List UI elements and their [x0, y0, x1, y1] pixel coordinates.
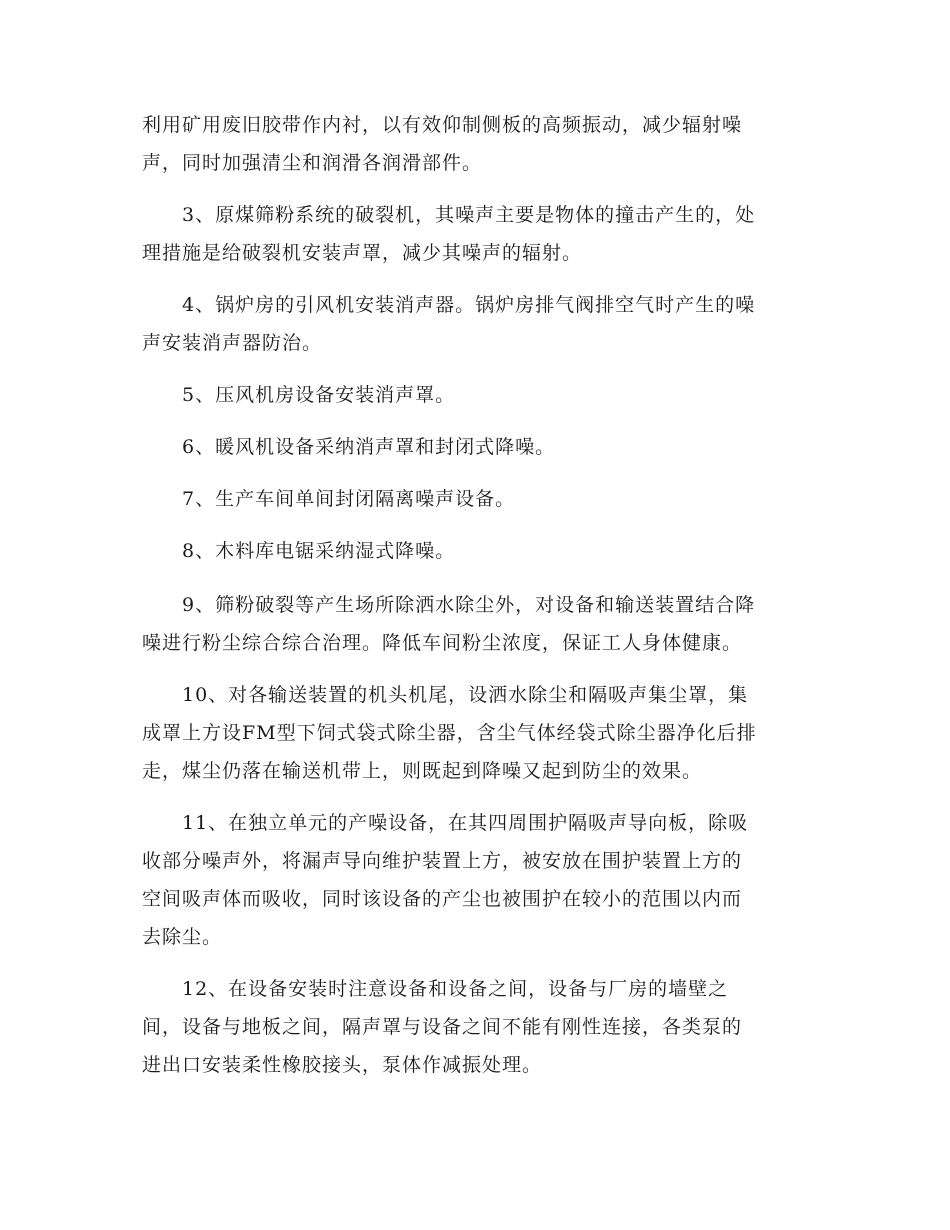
- text-line: 间，设备与地板之间，隔声罩与设备之间不能有刚性连接，各类泵的: [142, 1016, 743, 1038]
- text-line: 6、暖风机设备采纳消声罩和封闭式降噪。: [142, 436, 556, 458]
- text-line: 去除尘。: [142, 926, 223, 948]
- text-line: 5、压风机房设备安装消声罩。: [142, 384, 456, 406]
- text-line: 9、筛粉破裂等产生场所除洒水除尘外，对设备和输送装置结合降: [142, 594, 756, 616]
- text-line: 利用矿用废旧胶带作内衬，以有效仰制侧板的高频振动，减少辐射噪: [142, 114, 743, 136]
- text-line: 理措施是给破裂机安装声罩，减少其噪声的辐射。: [142, 242, 583, 264]
- text-line: 10、对各输送装置的机头机尾，设洒水除尘和隔吸声集尘罩，集: [142, 684, 749, 706]
- text-line: 3、原煤筛粉系统的破裂机，其噪声主要是物体的撞击产生的，处: [142, 204, 756, 226]
- text-line: 声安装消声器防治。: [142, 332, 323, 354]
- text-line: 12、在设备安装时注意设备和设备之间，设备与厂房的墙壁之: [142, 978, 729, 1000]
- text-line: 走，煤尘仍落在输送机带上，则既起到降噪又起到防尘的效果。: [142, 760, 703, 782]
- text-line: 噪进行粉尘综合综合治理。降低车间粉尘浓度，保证工人身体健康。: [142, 632, 743, 654]
- text-line: 声，同时加强清尘和润滑各润滑部件。: [142, 152, 483, 174]
- text-line: 收部分噪声外，将漏声导向维护装置上方，被安放在围护装置上方的: [142, 850, 743, 872]
- text-line: 7、生产车间单间封闭隔离噪声设备。: [142, 488, 516, 510]
- text-line: 空间吸声体而吸收，同时该设备的产尘也被围护在较小的范围以内而: [142, 888, 743, 910]
- text-line: 8、木料库电锯采纳湿式降噪。: [142, 540, 456, 562]
- text-line: 成罩上方设FM型下饲式袋式除尘器，含尘气体经袋式除尘器净化后排: [142, 722, 757, 744]
- text-line: 11、在独立单元的产噪设备，在其四周围护隔吸声导向板，除吸: [142, 812, 749, 834]
- text-line: 进出口安装柔性橡胶接头，泵体作减振处理。: [142, 1054, 543, 1076]
- text-line: 4、锅炉房的引风机安装消声器。锅炉房排气阀排空气时产生的噪: [142, 294, 756, 316]
